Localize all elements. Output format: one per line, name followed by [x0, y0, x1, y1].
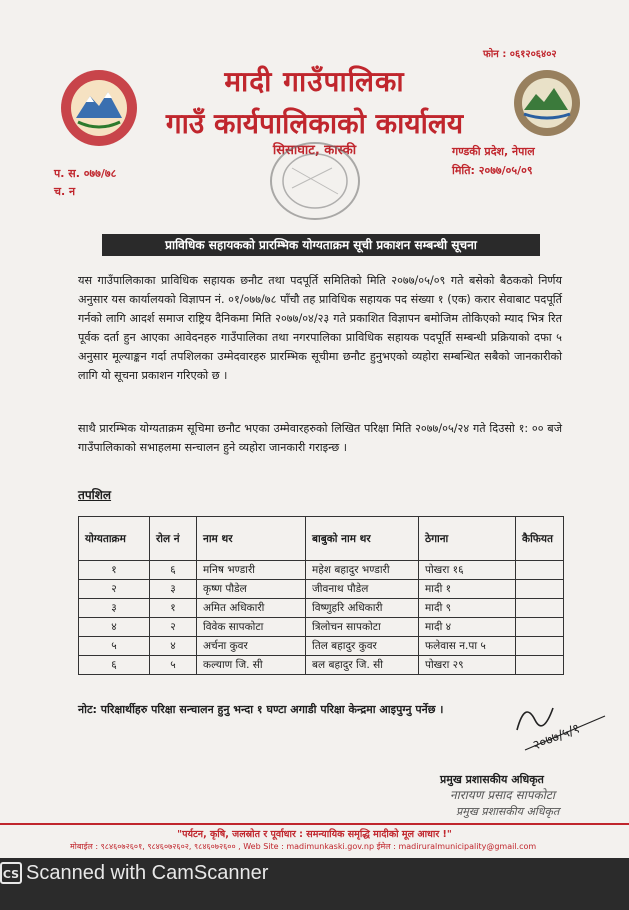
handwritten-date: २०७७/५/१: [530, 721, 583, 754]
cell-rank: १: [79, 561, 150, 580]
cell-roll: ६: [150, 561, 197, 580]
phone-number: फोन : ०६१२०६४०२: [483, 49, 557, 60]
dispatch-number: च. न: [54, 185, 76, 198]
footer-contact: मोबाईल : ९८४६०७२६०१, ९८४६०७२६०२, ९८४६०७२६०० , Web Site : madimunkaski.gov.np ईमेल : madiruralmunicipality@gmail.com: [70, 842, 537, 851]
table-header-row: [79, 517, 564, 561]
officer-title: प्रमुख प्रशासकीय अधिकृत: [440, 773, 544, 786]
details-label: तपशिल: [78, 488, 112, 502]
cell-rank: २: [79, 580, 150, 599]
col-header-remarks: कैफियत: [516, 517, 564, 561]
cell-remarks: [516, 561, 564, 580]
officer-name: नारायण प्रसाद सापकोटा: [450, 788, 555, 802]
cell-rank: ४: [79, 618, 150, 637]
camscanner-logo-icon: CS: [0, 862, 22, 884]
cell-father: तिल बहादुर कुवर: [306, 637, 419, 656]
col-header-roll: रोल नं: [150, 517, 197, 561]
col-header-name: नाम थर: [197, 517, 306, 561]
candidate-table: [78, 516, 564, 675]
footer-slogan: "पर्यटन, कृषि, जलस्रोत र पूर्वाधार : समन्यायिक समृद्धि मादीको मूल आधार !": [177, 829, 452, 840]
signature-icon: [455, 690, 615, 780]
cell-remarks: [516, 599, 564, 618]
cell-remarks: [516, 637, 564, 656]
reference-number: प. स. ०७७/७८: [54, 167, 117, 180]
table-row: [79, 656, 564, 675]
office-name: गाउँ कार्यपालिकाको कार्यालय: [165, 107, 464, 140]
col-header-rank: योग्यताक्रम: [79, 517, 150, 561]
footer-divider: [0, 823, 629, 825]
camscanner-watermark: Scanned with CamScanner: [26, 862, 269, 884]
notice-heading: प्राविधिक सहायकको प्रारम्भिक योग्यताक्रम सूची प्रकाशन सम्बन्धी सूचना: [102, 234, 540, 256]
cell-name: अमित अधिकारी: [197, 599, 306, 618]
cell-remarks: [516, 656, 564, 675]
cell-father: बल बहादुर जि. सी: [306, 656, 419, 675]
cell-remarks: [516, 580, 564, 599]
cell-address: मादी ९: [419, 599, 516, 618]
col-header-address: ठेगाना: [419, 517, 516, 561]
cell-address: पोखरा २९: [419, 656, 516, 675]
cell-roll: ४: [150, 637, 197, 656]
cell-address: फलेवास न.पा ५: [419, 637, 516, 656]
cell-father: जीवनाथ पौडेल: [306, 580, 419, 599]
cell-address: मादी १: [419, 580, 516, 599]
table-row: [79, 580, 564, 599]
exam-note: नोट: परिक्षार्थीहरु परिक्षा सन्चालन हुनु भन्दा १ घण्टा अगाडी परिक्षा केन्द्रमा आइपुग्नु पर्नेछ ।: [78, 703, 444, 716]
table-row: [79, 561, 564, 580]
letter-date: मिति: २०७७/०५/०९: [452, 164, 533, 177]
cell-rank: ६: [79, 656, 150, 675]
cell-roll: ५: [150, 656, 197, 675]
table-row: [79, 618, 564, 637]
table-row: [79, 637, 564, 656]
cell-name: कल्याण जि. सी: [197, 656, 306, 675]
cell-remarks: [516, 618, 564, 637]
cell-roll: ३: [150, 580, 197, 599]
municipality-name: मादी गाउँपालिका: [224, 65, 405, 98]
cell-name: मनिष भण्डारी: [197, 561, 306, 580]
cell-name: विवेक सापकोटा: [197, 618, 306, 637]
cell-address: पोखरा १६: [419, 561, 516, 580]
cell-address: मादी ४: [419, 618, 516, 637]
cell-father: महेश बहादुर भण्डारी: [306, 561, 419, 580]
office-address: सिसाघाट, कास्की: [272, 143, 357, 158]
cell-father: विष्णुहरि अधिकारी: [306, 599, 419, 618]
cell-name: कृष्ण पौडेल: [197, 580, 306, 599]
notice-paragraph-1: यस गाउँपालिकाका प्राविधिक सहायक छनौट तथा पदपूर्ति समितिको मिति २०७७/०५/०९ गते बसेको बैठकको निर्णय अनुसार यस कार्यालयको विज्ञापन नं. ०१/०७७/७८ पाँचौ तह प्राविधिक सहायक पद संख्या १ (एक) करार सेवाबाट पदपूर्ति गर्नको लागि आदर्श समाज राष्ट्रिय दैनिकमा मिति २०७७/०४/२३ गते प्रकाशित विज्ञापन बमोजिम तोकिएको म्याद भित्र रित पूर्वक दर्ता हुन आएका आवेदनहरु गाउँपालिका तथा नगरपालिका प्राविधिक सहायक पदपूर्ति सम्बन्धी प्रक्रियाको दफा ५ अनुसार मूल्याङ्कन गर्दा तपशिलका उम्मेदवारहरु प्रारम्भिक सूचीमा छनौट हुनुभएको व्यहोरा सम्बन्धित सबैको जानकारीको लागि यो सूचना प्रकाशन गरिएको छ ।: [78, 274, 562, 382]
cell-name: अर्चना कुवर: [197, 637, 306, 656]
cell-father: त्रिलोचन सापकोटा: [306, 618, 419, 637]
cell-rank: ५: [79, 637, 150, 656]
province: गण्डकी प्रदेश, नेपाल: [452, 145, 535, 158]
officer-stamp: प्रमुख प्रशासकीय अधिकृत: [456, 805, 560, 818]
cell-roll: २: [150, 618, 197, 637]
notice-paragraph-2: साथै प्रारम्भिक योग्यताक्रम सूचिमा छनौट भएका उम्मेवारहरुको लिखित परिक्षा मिति २०७७/०५/२४ गते दिउसो १: ०० बजे गाउँपालिकाको सभाहलमा सन्चालन हुने व्यहोरा जानकारी गराइन्छ ।: [78, 422, 562, 454]
office-stamp-icon: [262, 138, 368, 224]
cell-roll: १: [150, 599, 197, 618]
col-header-father: बाबुको नाम थर: [306, 517, 419, 561]
table-row: [79, 599, 564, 618]
cell-rank: ३: [79, 599, 150, 618]
